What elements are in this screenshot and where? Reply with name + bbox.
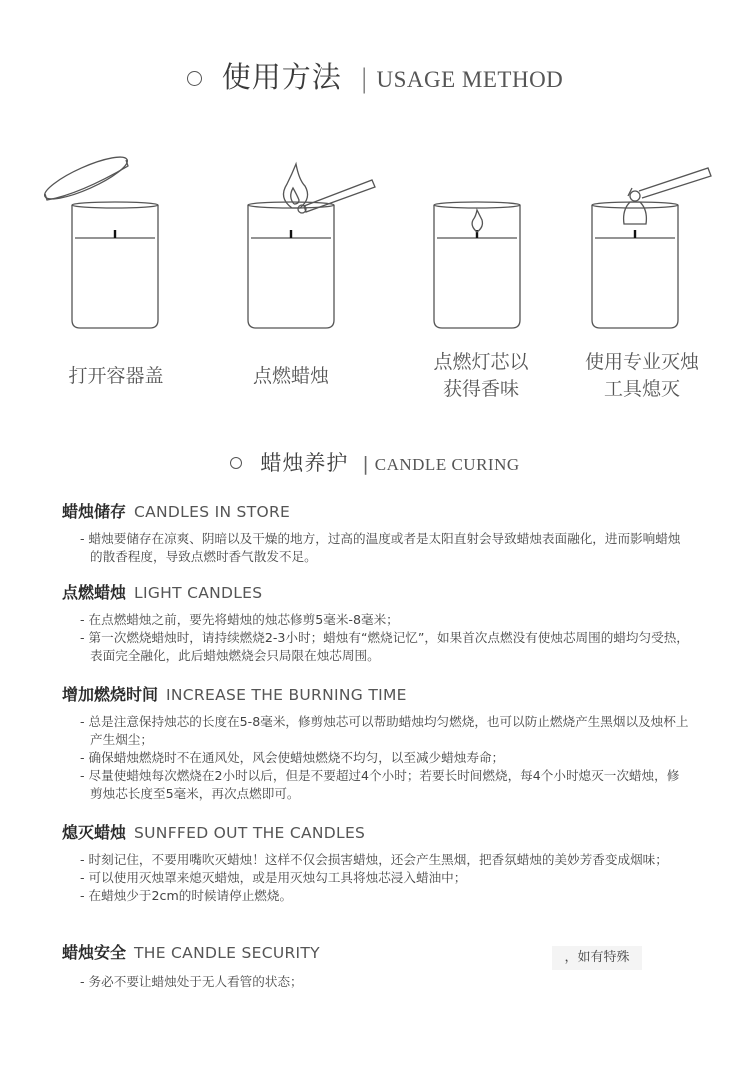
section-light-heading xyxy=(62,580,262,603)
step-3-label xyxy=(401,349,561,403)
truncated-text-popup: ，如有特殊 xyxy=(552,946,642,970)
list-item: - 尽量使蜡烛每次燃烧在2小时以后，但是不要超过4个小时；若要长时间燃烧，每4个小时熄灭一次蜡烛，修剪烛芯长度至5毫米，再次点燃即可。 xyxy=(80,768,680,801)
candle-jar-open-lid-icon xyxy=(40,150,158,328)
section-snuff-out-heading xyxy=(62,820,365,843)
title-divider: | xyxy=(359,64,369,94)
list-item: - 在点燃蜡烛之前，要先将蜡烛的烛芯修剪5毫米-8毫米； xyxy=(80,612,399,627)
usage-title xyxy=(0,55,750,96)
step-2-label: 点燃蜡烛 xyxy=(252,365,329,387)
section-store-heading xyxy=(62,499,290,522)
section-title-en: SUNFFED OUT THE CANDLES xyxy=(134,824,366,842)
candle-light-match-icon xyxy=(248,164,375,328)
section-light-list xyxy=(80,611,690,665)
list-item: - 在蜡烛少于2cm的时候请停止燃烧。 xyxy=(80,888,293,903)
list-item: - 第一次燃烧蜡烛时，请持续燃烧2-3小时；蜡烛有“燃烧记忆”，如果首次点燃没有使烛芯周围的蜡均匀受热，表面完全融化，此后蜡烛燃烧会只局限在烛芯周围。 xyxy=(80,630,689,663)
section-title-zh: 熄灭蜡烛 xyxy=(62,823,127,842)
section-title-en: CANDLES IN STORE xyxy=(134,503,291,521)
curing-title-zh: 蜡烛养护 xyxy=(260,451,349,475)
step-3-label-line1: 点燃灯芯以 xyxy=(433,351,529,373)
section-title-en: THE CANDLE SECURITY xyxy=(134,944,320,962)
title-divider: | xyxy=(362,453,369,475)
circle-bullet-icon xyxy=(230,457,242,469)
section-snuff-out-list xyxy=(80,851,690,905)
usage-title-zh: 使用方法 xyxy=(221,60,342,94)
section-title-zh: 点燃蜡烛 xyxy=(62,583,127,602)
curing-title-en: CANDLE CURING xyxy=(374,455,520,474)
step-3-label-line2: 获得香味 xyxy=(442,378,519,400)
candle-snuffer-icon xyxy=(592,168,711,328)
section-burning-time-heading xyxy=(62,682,407,705)
section-title-zh: 增加燃烧时间 xyxy=(62,685,159,704)
section-store-list xyxy=(80,530,690,566)
section-title-en: LIGHT CANDLES xyxy=(134,584,263,602)
list-item: - 时刻记住，不要用嘴吹灭蜡烛！这样不仅会损害蜡烛，还会产生黑烟，把香氛蜡烛的美妙芳香变成烟味； xyxy=(80,852,668,867)
list-item: - 蜡烛要储存在凉爽、阴暗以及干燥的地方，过高的温度或者是太阳直射会导致蜡烛表面融化，进而影响蜡烛的散香程度，导致点燃时香气散发不足。 xyxy=(80,531,681,564)
section-title-zh: 蜡烛安全 xyxy=(62,943,127,962)
step-1-label: 打开容器盖 xyxy=(68,365,164,387)
curing-title xyxy=(0,447,750,477)
section-security-heading xyxy=(62,940,320,963)
list-item: - 可以使用灭烛罩来熄灭蜡烛，或是用灭烛勾工具将烛芯浸入蜡油中； xyxy=(80,870,467,885)
section-title-en: INCREASE THE BURNING TIME xyxy=(166,686,407,704)
step-4-label-line1: 使用专业灭烛 xyxy=(584,351,699,373)
candle-burning-icon xyxy=(434,202,520,328)
usage-illustrations xyxy=(0,150,750,350)
usage-title-en: USAGE METHOD xyxy=(376,67,564,92)
list-item: - 确保蜡烛燃烧时不在通风处，风会使蜡烛燃烧不均匀，以至减少蜡烛寿命； xyxy=(80,750,505,765)
section-title-zh: 蜡烛储存 xyxy=(62,502,127,521)
step-4-label-line2: 工具熄灭 xyxy=(603,378,680,400)
step-4-label xyxy=(562,349,722,403)
section-burning-time-list xyxy=(80,713,690,803)
circle-bullet-icon xyxy=(187,71,202,86)
section-security-list xyxy=(80,973,690,991)
list-item: - 总是注意保持烛芯的长度在5-8毫米，修剪烛芯可以帮助蜡烛均匀燃烧，也可以防止燃烧产生黑烟以及烛杯上产生烟尘； xyxy=(80,714,689,747)
list-item: - 务必不要让蜡烛处于无人看管的状态； xyxy=(80,974,303,989)
